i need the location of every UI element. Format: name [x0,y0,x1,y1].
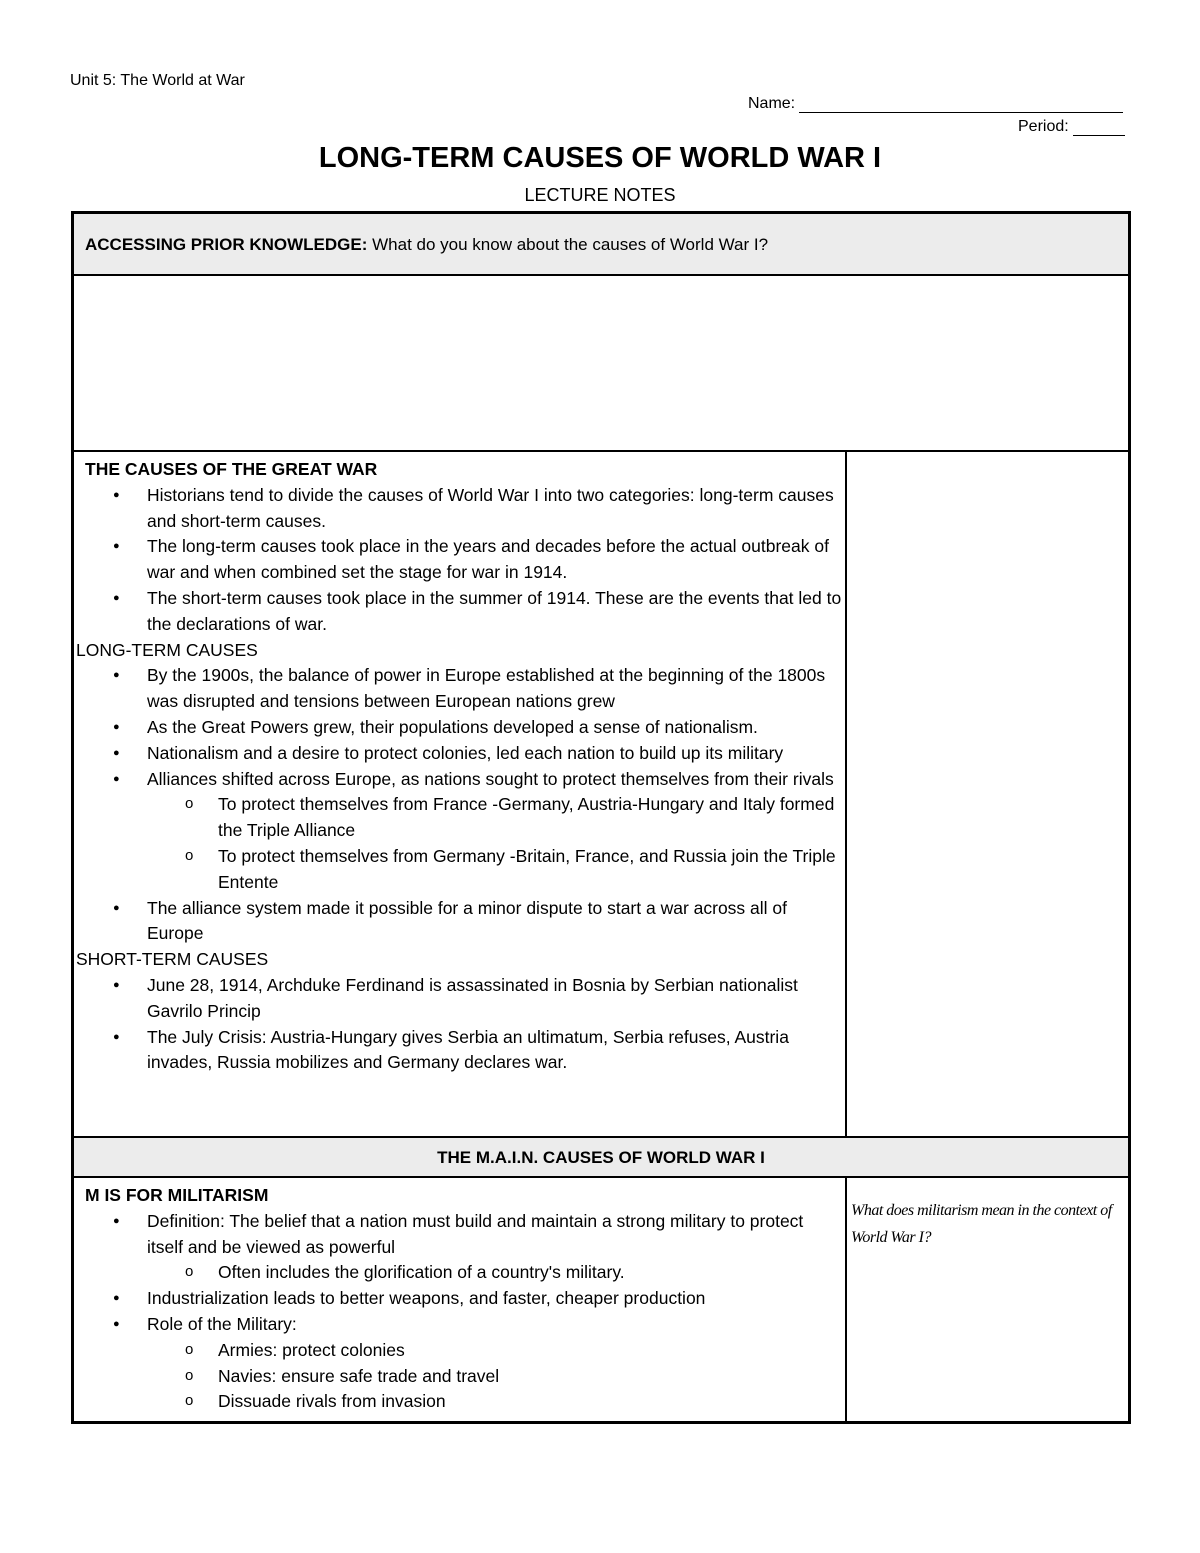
period-label: Period: [1018,118,1069,135]
main-causes-header: THE M.A.I.N. CAUSES OF WORLD WAR I [74,1136,1128,1178]
list-subitem: o To protect themselves from France -Germany, Austria-Hungary and Italy formed the Triple Alliance [74,792,844,844]
list-item: ● Alliances shifted across Europe, as nations sought to protect themselves from their rivals [74,767,844,793]
long-term-list [74,663,844,947]
militarism-list [74,1209,844,1415]
short-term-heading: SHORT-TERM CAUSES [76,949,269,970]
prior-knowledge-header [74,214,1128,276]
list-item: ● As the Great Powers grew, their populations developed a sense of nationalism. [74,715,844,741]
name-label: Name: [748,95,796,112]
list-item: ● The long-term causes took place in the years and decades before the actual outbreak of war and when combined set the stage for war in 1914. [74,534,844,586]
causes-notes-column[interactable] [847,452,1128,1136]
notes-table [71,211,1131,1424]
list-subitem: o Navies: ensure safe trade and travel [74,1364,844,1390]
causes-section [74,457,844,1076]
name-blank-line[interactable] [799,97,1123,113]
list-item: ● Historians tend to divide the causes of World War I into two categories: long-term causes and short-term causes. [74,483,844,535]
militarism-section [74,1183,844,1415]
prior-knowledge-question: What do you know about the causes of World War I? [372,235,769,254]
page-title: LONG-TERM CAUSES OF WORLD WAR I [318,142,882,174]
list-subitem: o To protect themselves from Germany -Britain, France, and Russia join the Triple Entente [74,844,844,896]
list-item: ● The short-term causes took place in the summer of 1914. These are the events that led to the declarations of war. [74,586,844,638]
causes-heading: THE CAUSES OF THE GREAT WAR [85,459,378,479]
list-item: ● Nationalism and a desire to protect colonies, led each nation to build up its military [74,741,844,767]
list-item: ● June 28, 1914, Archduke Ferdinand is assassinated in Bosnia by Serbian nationalist Gavrilo Princip [74,973,844,1025]
prior-knowledge-answer-area[interactable] [74,276,1128,452]
page-subtitle: LECTURE NOTES [524,185,676,205]
list-item: ● The alliance system made it possible for a minor dispute to start a war across all of Europe [74,896,844,948]
list-subitem: o Often includes the glorification of a country's military. [74,1260,844,1286]
period-field[interactable] [1018,118,1125,136]
list-item: ● Role of the Military: [74,1312,844,1338]
list-subitem: o Armies: protect colonies [74,1338,844,1364]
prior-knowledge-label: ACCESSING PRIOR KNOWLEDGE: [85,235,368,254]
militarism-heading: M IS FOR MILITARISM [85,1185,269,1205]
name-field[interactable] [748,95,1123,113]
unit-label: Unit 5: The World at War [70,72,245,89]
long-term-heading: LONG-TERM CAUSES [76,639,258,660]
short-term-list [74,973,844,1076]
list-item: ● The July Crisis: Austria-Hungary gives Serbia an ultimatum, Serbia refuses, Austria invades, Russia mobilizes and Germany declares war. [74,1025,844,1077]
list-item: ● Industrialization leads to better weapons, and faster, cheaper production [74,1286,844,1312]
period-blank-line[interactable] [1073,120,1125,136]
list-item: ● Definition: The belief that a nation must build and maintain a strong military to protect itself and be viewed as powerful [74,1209,844,1261]
list-subitem: o Dissuade rivals from invasion [74,1389,844,1415]
militarism-question: What does militarism mean in the context of World War I? [851,1202,1112,1246]
list-item: ● By the 1900s, the balance of power in Europe established at the beginning of the 1800s was disrupted and tensions between European nations grew [74,663,844,715]
causes-intro-list [74,483,844,638]
